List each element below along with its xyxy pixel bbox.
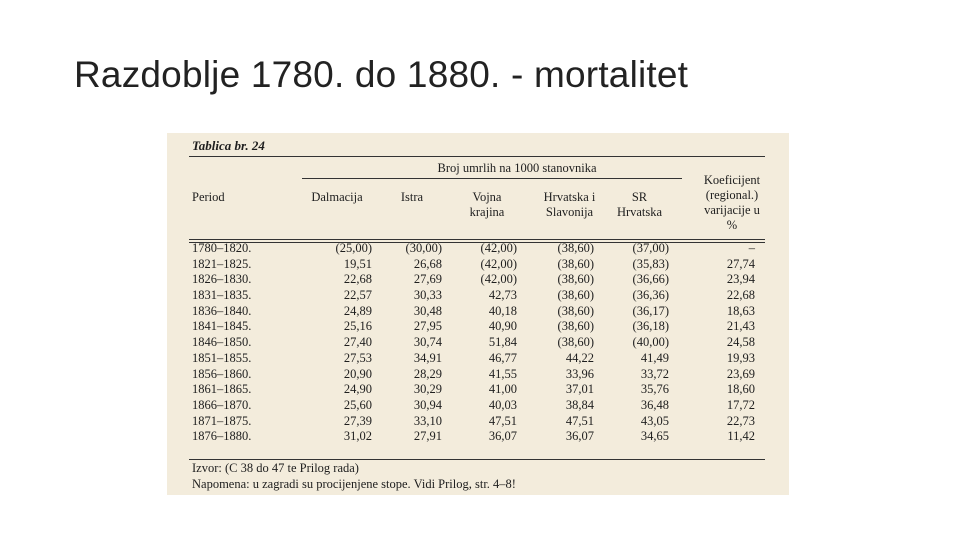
cell-istra: (30,00) (405, 241, 442, 255)
cell-dalmacija: 24,90 (343, 382, 372, 397)
cell-hrvatska-slavonija: (38,60) (557, 256, 594, 271)
cell-koeficijent: 18,60 (726, 382, 755, 397)
cell-koeficijent: 27,74 (726, 256, 755, 271)
table-row (167, 304, 789, 320)
scanned-table-image (167, 133, 789, 495)
table-body (167, 241, 789, 445)
cell-sr-hrvatska: (36,18) (632, 319, 669, 334)
cell-period: 1876–1880. (192, 429, 252, 444)
cell-sr-hrvatska: (40,00) (632, 335, 669, 350)
cell-hrvatska-slavonija: (38,60) (557, 272, 594, 287)
cell-dalmacija: (25,00) (335, 241, 372, 255)
cell-period: 1866–1870. (192, 397, 252, 412)
cell-period: 1821–1825. (192, 256, 252, 271)
cell-istra: 30,74 (413, 335, 442, 350)
header-sr-hrvatska: SR Hrvatska (616, 190, 663, 219)
table-caption: Tablica br. 24 (192, 138, 265, 153)
table-row (167, 382, 789, 398)
cell-sr-hrvatska: (36,66) (632, 272, 669, 287)
cell-koeficijent: 19,93 (726, 350, 755, 365)
header-hrvatska-slavonija: Hrvatska i Slavonija (543, 190, 596, 219)
cell-koeficijent: 23,69 (726, 366, 755, 381)
cell-dalmacija: 20,90 (343, 366, 372, 381)
cell-vojna-krajina: 42,73 (488, 288, 517, 303)
cell-sr-hrvatska: (37,00) (632, 241, 669, 255)
table-row (167, 288, 789, 304)
table-row (167, 414, 789, 430)
table-row (167, 257, 789, 273)
header-rule (189, 239, 765, 240)
cell-sr-hrvatska: 41,49 (640, 350, 669, 365)
cell-vojna-krajina: 40,03 (488, 397, 517, 412)
cell-vojna-krajina: 46,77 (488, 350, 517, 365)
cell-koeficijent: 24,58 (726, 335, 755, 350)
footnote-source: Izvor: (C 38 do 47 te Prilog rada) (192, 461, 359, 475)
cell-dalmacija: 31,02 (343, 429, 372, 444)
group-header: Broj umrlih na 1000 stanovnika (437, 161, 597, 175)
cell-period: 1826–1830. (192, 272, 252, 287)
cell-istra: 28,29 (413, 366, 442, 381)
group-header-rule (302, 178, 682, 179)
cell-hrvatska-slavonija: (38,60) (557, 303, 594, 318)
header-dalmacija: Dalmacija (311, 190, 363, 204)
cell-dalmacija: 27,39 (343, 413, 372, 428)
table-row (167, 319, 789, 335)
cell-vojna-krajina: 36,07 (488, 429, 517, 444)
cell-hrvatska-slavonija: 47,51 (565, 413, 594, 428)
cell-istra: 33,10 (413, 413, 442, 428)
cell-sr-hrvatska: (36,36) (632, 288, 669, 303)
cell-koeficijent: 22,73 (726, 413, 755, 428)
cell-dalmacija: 27,40 (343, 335, 372, 350)
cell-sr-hrvatska: 33,72 (640, 366, 669, 381)
cell-sr-hrvatska: 35,76 (640, 382, 669, 397)
cell-vojna-krajina: 47,51 (488, 413, 517, 428)
cell-hrvatska-slavonija: 38,84 (565, 397, 594, 412)
cell-istra: 30,48 (413, 303, 442, 318)
cell-sr-hrvatska: (36,17) (632, 303, 669, 318)
cell-koeficijent: 21,43 (726, 319, 755, 334)
cell-koeficijent: 18,63 (726, 303, 755, 318)
header-period: Period (192, 190, 225, 204)
cell-vojna-krajina: 41,55 (488, 366, 517, 381)
cell-period: 1861–1865. (192, 382, 252, 397)
cell-koeficijent: 22,68 (726, 288, 755, 303)
table-row (167, 272, 789, 288)
table-row (167, 367, 789, 383)
cell-sr-hrvatska: (35,83) (632, 256, 669, 271)
header-koeficijent: Koeficijent (regional.) varijacije u % (703, 173, 761, 232)
cell-istra: 27,95 (413, 319, 442, 334)
cell-period: 1836–1840. (192, 303, 252, 318)
cell-hrvatska-slavonija: (38,60) (557, 241, 594, 255)
cell-hrvatska-slavonija: (38,60) (557, 335, 594, 350)
cell-dalmacija: 22,68 (343, 272, 372, 287)
table-row (167, 241, 789, 257)
cell-period: 1831–1835. (192, 288, 252, 303)
top-rule (189, 156, 765, 157)
cell-period: 1841–1845. (192, 319, 252, 334)
cell-hrvatska-slavonija: (38,60) (557, 319, 594, 334)
cell-vojna-krajina: 40,90 (488, 319, 517, 334)
cell-istra: 34,91 (413, 350, 442, 365)
cell-vojna-krajina: 41,00 (488, 382, 517, 397)
cell-vojna-krajina: (42,00) (480, 272, 517, 287)
cell-hrvatska-slavonija: 36,07 (565, 429, 594, 444)
cell-dalmacija: 22,57 (343, 288, 372, 303)
cell-koeficijent: 11,42 (727, 429, 755, 444)
cell-hrvatska-slavonija: (38,60) (557, 288, 594, 303)
footnote-note: Napomena: u zagradi su procijenjene stope. Vidi Prilog, str. 4–8! (192, 477, 516, 491)
cell-istra: 30,29 (413, 382, 442, 397)
slide-title: Razdoblje 1780. do 1880. - mortalitet (74, 54, 689, 95)
header-vojna-krajina: Vojna krajina (469, 190, 505, 219)
cell-istra: 26,68 (413, 256, 442, 271)
cell-dalmacija: 24,89 (343, 303, 372, 318)
cell-vojna-krajina: 40,18 (488, 303, 517, 318)
cell-vojna-krajina: (42,00) (480, 241, 517, 255)
table-row (167, 429, 789, 445)
cell-period: 1871–1875. (192, 413, 252, 428)
cell-period: 1846–1850. (192, 335, 252, 350)
cell-period: 1851–1855. (192, 350, 252, 365)
cell-period: 1856–1860. (192, 366, 252, 381)
cell-istra: 27,69 (413, 272, 442, 287)
table-row (167, 398, 789, 414)
table-row (167, 351, 789, 367)
cell-istra: 30,33 (413, 288, 442, 303)
cell-koeficijent: 17,72 (726, 397, 755, 412)
table-row (167, 335, 789, 351)
cell-sr-hrvatska: 34,65 (640, 429, 669, 444)
cell-sr-hrvatska: 43,05 (640, 413, 669, 428)
cell-period: 1780–1820. (192, 241, 252, 255)
cell-dalmacija: 19,51 (343, 256, 372, 271)
header-istra: Istra (400, 190, 424, 204)
cell-hrvatska-slavonija: 44,22 (565, 350, 594, 365)
cell-dalmacija: 25,60 (343, 397, 372, 412)
cell-vojna-krajina: 51,84 (488, 335, 517, 350)
cell-sr-hrvatska: 36,48 (640, 397, 669, 412)
cell-koeficijent: – (748, 241, 755, 255)
cell-vojna-krajina: (42,00) (480, 256, 517, 271)
bottom-rule (189, 459, 765, 460)
cell-istra: 27,91 (413, 429, 442, 444)
cell-hrvatska-slavonija: 37,01 (565, 382, 594, 397)
cell-istra: 30,94 (413, 397, 442, 412)
cell-koeficijent: 23,94 (726, 272, 755, 287)
cell-hrvatska-slavonija: 33,96 (565, 366, 594, 381)
cell-dalmacija: 25,16 (343, 319, 372, 334)
cell-dalmacija: 27,53 (343, 350, 372, 365)
